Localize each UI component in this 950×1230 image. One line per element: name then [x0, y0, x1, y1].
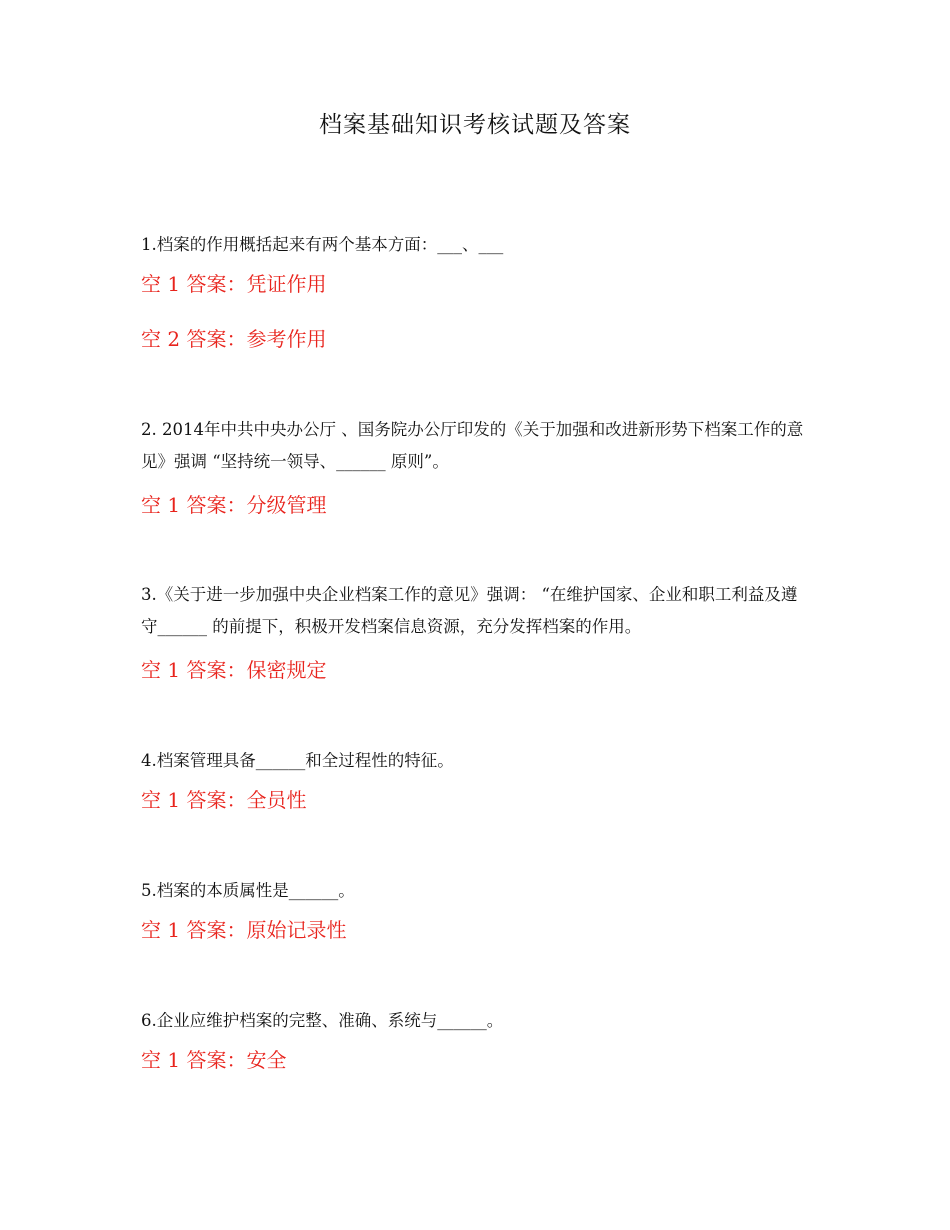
answer-4-blank-1: 空 1 答案：全员性 — [141, 788, 307, 812]
question-4: 4.档案管理具备______和全过程性的特征。 — [141, 751, 454, 770]
answer-6-blank-1: 空 1 答案：安全 — [141, 1048, 287, 1072]
answer-2-blank-1: 空 1 答案：分级管理 — [141, 493, 327, 517]
answer-3-blank-1: 空 1 答案：保密规定 — [141, 658, 327, 682]
question-6: 6.企业应维护档案的完整、准确、系统与______。 — [141, 1011, 504, 1030]
question-5: 5.档案的本质属性是______。 — [141, 881, 355, 900]
answer-1-blank-2: 空 2 答案：参考作用 — [141, 327, 327, 351]
answer-1-blank-1: 空 1 答案：凭证作用 — [141, 272, 327, 296]
question-3: 3.《关于进一步加强中央企业档案工作的意见》强调： “在维护国家、企业和职工利益及遵守______ 的前提下，积极开发档案信息资源，充分发挥档案的作用。 — [141, 585, 798, 636]
question-1: 1.档案的作用概括起来有两个基本方面：___、___ — [141, 235, 504, 254]
answer-5-blank-1: 空 1 答案：原始记录性 — [141, 918, 347, 942]
document-title: 档案基础知识考核试题及答案 — [319, 112, 631, 138]
question-2: 2. 2014年中共中央办公厅 、国务院办公厅印发的《关于加强和改进新形势下档案工作的意见》强调 “坚持统一领导、______ 原则”。 — [141, 420, 804, 471]
